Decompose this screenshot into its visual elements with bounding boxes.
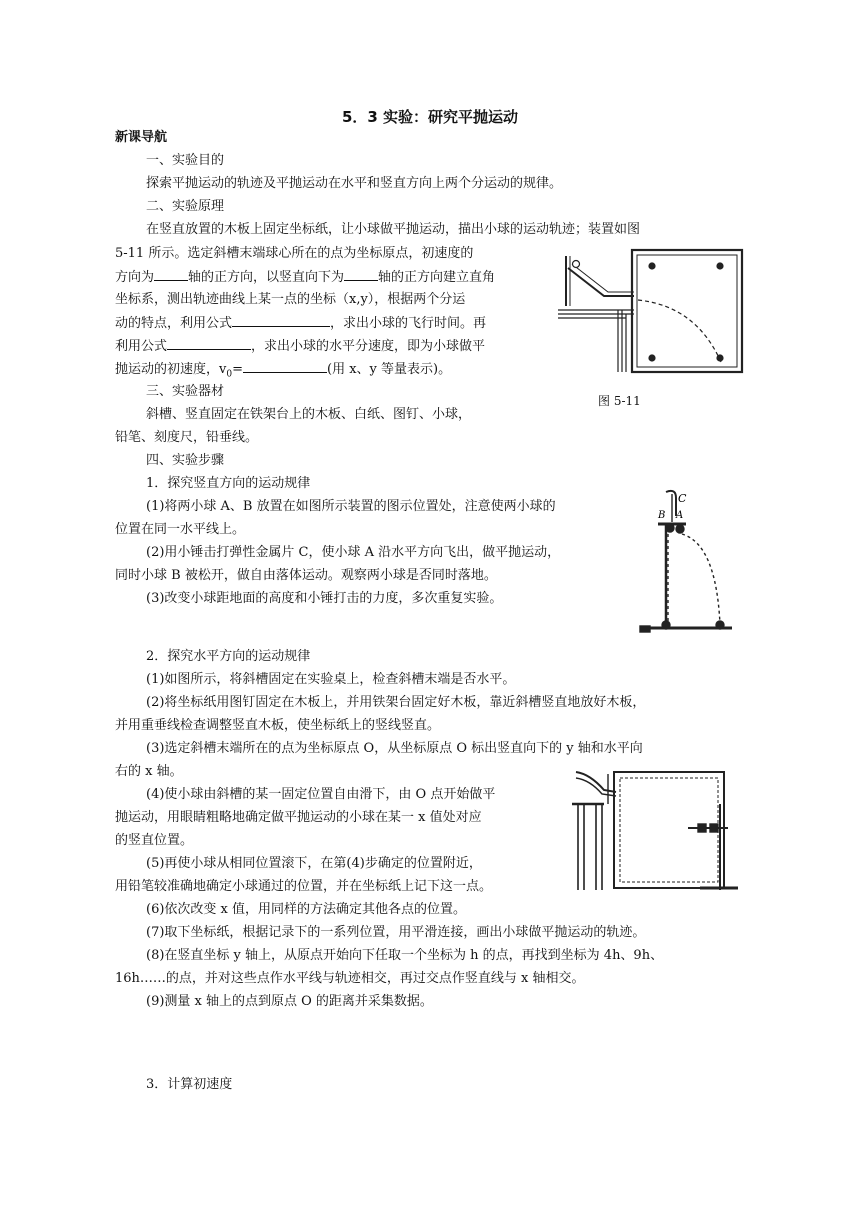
principle-line-7a: 抛运动的初速度，v xyxy=(115,362,227,377)
principle-line-3 xyxy=(115,266,495,289)
free-fall-figure xyxy=(636,486,736,638)
principle-line-6b: ，求出小球的水平分速度，即为小球做平 xyxy=(251,339,486,354)
horizontal-step-5b: 用铅笔较准确地确定小球通过的位置，并在坐标纸上记下这一点。 xyxy=(115,879,493,894)
figure-5-11 xyxy=(556,246,756,376)
vertical-step-2b: 同时小球 B 被松开，做自由落体运动。观察两小球是否同时落地。 xyxy=(115,568,497,583)
principle-line-4: 坐标系，测出轨迹曲线上某一点的坐标（x,y），根据两个分运 xyxy=(115,292,466,307)
horizontal-step-7: (7)取下坐标纸，根据记录下的一系列位置，用平滑连接，画出小球做平抛运动的轨迹。 xyxy=(146,925,646,940)
label-b: B xyxy=(658,510,666,521)
vertical-step-1a: (1)将两小球 A、B 放置在如图所示装置的图示位置处，注意使两小球的 xyxy=(146,499,556,514)
horizontal-step-5a: (5)再使小球从相同位置滚下，在第(4)步确定的位置附近， xyxy=(146,856,482,871)
principle-line-5 xyxy=(115,312,486,335)
label-a: A xyxy=(676,510,684,521)
purpose-text: 探索平抛运动的轨迹及平抛运动在水平和竖直方向上两个分运动的规律。 xyxy=(146,176,563,191)
figure-5-11-caption: 图 5-11 xyxy=(598,394,641,408)
horizontal-step-3a: (3)选定斜槽末端所在的点为坐标原点 O，从坐标原点 O 标出竖直向下的 y 轴和水平向 xyxy=(146,741,643,756)
blank-v0 xyxy=(243,358,327,373)
principle-line-6 xyxy=(115,335,485,358)
steps-heading: 四、实验步骤 xyxy=(146,453,225,468)
principle-line-7-sub: 0 xyxy=(226,369,233,380)
principle-line-3c: 轴的正方向建立直角 xyxy=(378,270,496,285)
page-title: 5．3 实验：研究平抛运动 xyxy=(341,108,519,126)
equipment-line-2: 铅笔、刻度尺，铅垂线。 xyxy=(115,430,259,445)
principle-line-2: 5-11 所示。选定斜槽末端球心所在的点为坐标原点，初速度的 xyxy=(115,246,474,261)
horizontal-step-4b: 抛运动，用眼睛粗略地确定做平抛运动的小球在某一 x 值处对应 xyxy=(115,810,482,825)
principle-line-1: 在竖直放置的木板上固定坐标纸，让小球做平抛运动，描出小球的运动轨迹；装置如图 xyxy=(146,222,641,237)
equipment-line-1: 斜槽、竖直固定在铁架台上的木板、白纸、图钉、小球， xyxy=(146,407,472,422)
horizontal-step-8b: 16h……的点，并对这些点作水平线与轨迹相交，再过交点作竖直线与 x 轴相交。 xyxy=(115,971,585,986)
vertical-step-2a: (2)用小锤击打弹性金属片 C，使小球 A 沿水平方向飞出，做平抛运动， xyxy=(146,545,561,560)
principle-line-3b: 轴的正方向，以竖直向下为 xyxy=(188,270,345,285)
principle-line-3a: 方向为 xyxy=(115,270,155,285)
principle-line-7c: (用 x、y 等量表示)。 xyxy=(327,362,452,377)
horizontal-step-8a: (8)在竖直坐标 y 轴上，从原点开始向下任取一个坐标为 h 的点，再找到坐标为 4h、9h、 xyxy=(146,948,664,963)
principle-line-5a: 动的特点，利用公式 xyxy=(115,316,233,331)
blank-x-axis xyxy=(154,266,188,281)
blank-y-axis xyxy=(344,266,378,281)
purpose-heading: 一、实验目的 xyxy=(146,153,225,168)
principle-line-7b: = xyxy=(232,362,243,377)
equipment-heading: 三、实验器材 xyxy=(146,384,225,399)
nav-heading: 新课导航 xyxy=(115,130,168,145)
board-chute-figure xyxy=(570,764,742,892)
horizontal-step-2b: 并用重垂线检查调整竖直木板，使坐标纸上的竖线竖直。 xyxy=(115,718,441,733)
horizontal-step-4a: (4)使小球由斜槽的某一固定位置自由滑下，由 O 点开始做平 xyxy=(146,787,496,802)
horizontal-step-9: (9)测量 x 轴上的点到原点 O 的距离并采集数据。 xyxy=(146,994,433,1009)
horizontal-step-3b: 右的 x 轴。 xyxy=(115,764,183,779)
blank-formula-time xyxy=(232,312,330,327)
principle-line-5b: ，求出小球的飞行时间。再 xyxy=(330,316,487,331)
calc-heading: 3．计算初速度 xyxy=(146,1077,233,1092)
vertical-heading: 1．探究竖直方向的运动规律 xyxy=(146,476,311,491)
principle-line-6a: 利用公式 xyxy=(115,339,168,354)
horizontal-heading: 2．探究水平方向的运动规律 xyxy=(146,649,311,664)
horizontal-step-4c: 的竖直位置。 xyxy=(115,833,194,848)
horizontal-step-2a: (2)将坐标纸用图钉固定在木板上，并用铁架台固定好木板，靠近斜槽竖直地放好木板， xyxy=(146,695,646,710)
horizontal-step-1: (1)如图所示，将斜槽固定在实验桌上，检查斜槽末端是否水平。 xyxy=(146,672,516,687)
vertical-step-3: (3)改变小球距地面的高度和小锤打击的力度，多次重复实验。 xyxy=(146,591,503,606)
vertical-step-1b: 位置在同一水平线上。 xyxy=(115,522,246,537)
principle-heading: 二、实验原理 xyxy=(146,199,225,214)
blank-formula-velocity xyxy=(167,335,251,350)
label-c: C xyxy=(678,492,687,505)
horizontal-step-6: (6)依次改变 x 值，用同样的方法确定其他各点的位置。 xyxy=(146,902,467,917)
